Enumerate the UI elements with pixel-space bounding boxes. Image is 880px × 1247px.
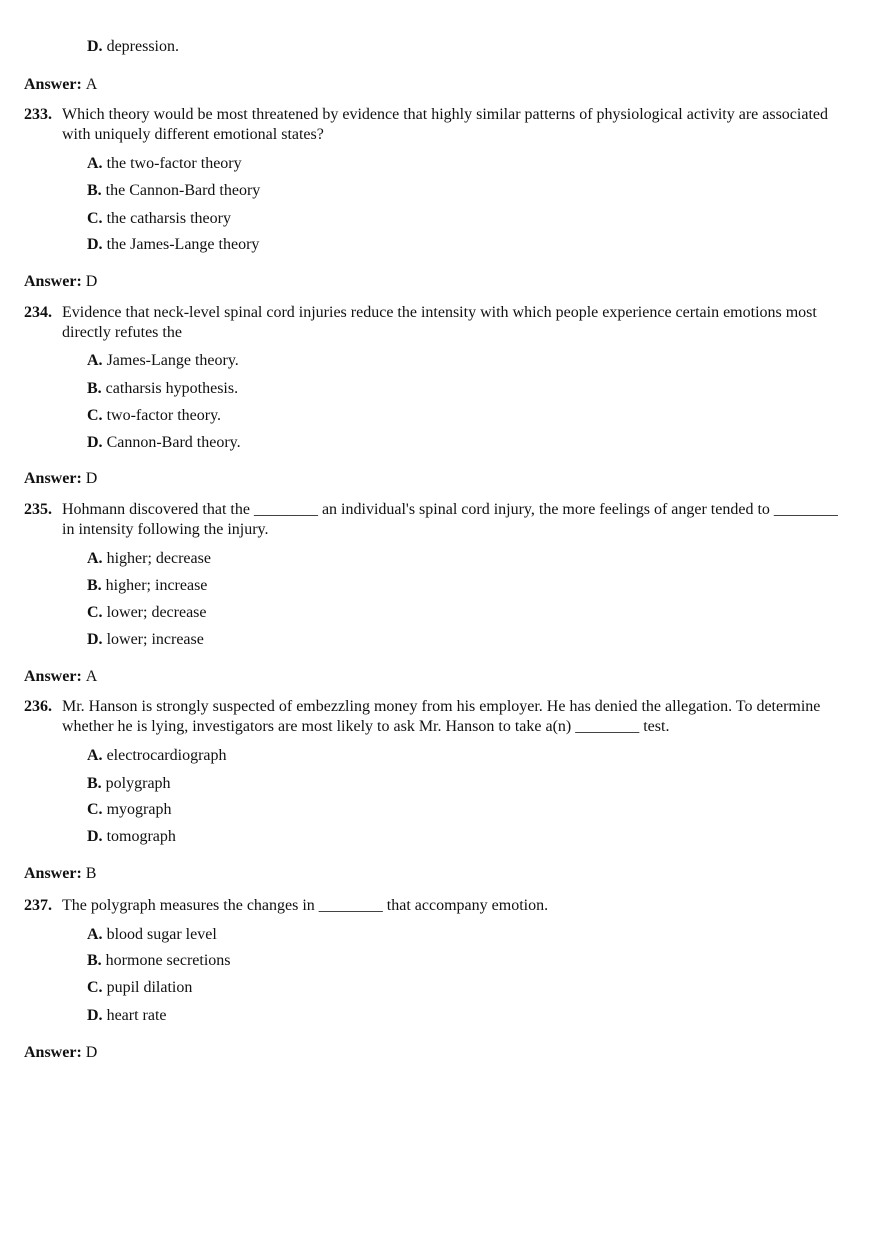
- option-letter: C.: [87, 210, 103, 227]
- option-d: [87, 433, 241, 453]
- option-letter: B.: [87, 380, 102, 397]
- question-number: 233.: [24, 106, 52, 123]
- answer-value: B: [85, 865, 97, 882]
- option-a: [87, 925, 217, 945]
- option-letter: A.: [87, 747, 103, 764]
- question-text: The polygraph measures the changes in ________ that accompany emotion.: [62, 897, 549, 914]
- answer-line: [24, 272, 97, 292]
- option-letter: A.: [87, 352, 103, 369]
- answer-line: [24, 75, 97, 95]
- question-233: [24, 105, 854, 145]
- option-d: [87, 630, 204, 650]
- option-text: the Cannon-Bard theory: [105, 182, 261, 199]
- option-letter: C.: [87, 407, 103, 424]
- option-letter: D.: [87, 828, 103, 845]
- question-235: [24, 500, 854, 540]
- option-text: catharsis hypothesis.: [105, 380, 239, 397]
- option-text: the catharsis theory: [106, 210, 231, 227]
- answer-line: [24, 864, 96, 884]
- option-letter: B.: [87, 952, 102, 969]
- option-text: myograph: [106, 801, 172, 818]
- answer-line: [24, 667, 97, 687]
- answer-line: [24, 1043, 97, 1063]
- answer-label: Answer:: [24, 470, 82, 487]
- question-number: 234.: [24, 304, 52, 321]
- option-letter: A.: [87, 155, 103, 172]
- option-letter: D.: [87, 236, 103, 253]
- option-letter: C.: [87, 801, 103, 818]
- option-text: polygraph: [105, 775, 171, 792]
- option-a: [87, 154, 242, 174]
- option-text: the two-factor theory: [106, 155, 242, 172]
- option-c: [87, 800, 171, 820]
- option-letter: D.: [87, 1007, 103, 1024]
- option-b: [87, 576, 207, 596]
- option-d: [87, 1006, 167, 1026]
- option-b: [87, 774, 171, 794]
- answer-label: Answer:: [24, 273, 82, 290]
- option-b: [87, 181, 260, 201]
- option-letter: A.: [87, 926, 103, 943]
- question-number: 236.: [24, 698, 52, 715]
- answer-line: [24, 469, 97, 489]
- option-b: [87, 951, 231, 971]
- answer-value: A: [85, 76, 98, 93]
- option-letter: B.: [87, 182, 102, 199]
- question-text: Evidence that neck-level spinal cord injuries reduce the intensity with which people experience certain emotions most directly refutes the: [62, 304, 817, 341]
- question-text: Mr. Hanson is strongly suspected of embezzling money from his employer. He has denied the allegation. To determine whether he is lying, investigators are most likely to ask Mr. Hanson to take a(n) ________ test.: [62, 698, 821, 735]
- option-text: James-Lange theory.: [106, 352, 239, 369]
- question-text: Hohmann discovered that the ________ an individual's spinal cord injury, the more feelings of anger tended to ________ in intensity following the injury.: [62, 501, 838, 538]
- option-c: [87, 978, 192, 998]
- answer-label: Answer:: [24, 865, 82, 882]
- option-text: pupil dilation: [106, 979, 193, 996]
- option-d: [87, 235, 259, 255]
- option-letter: C.: [87, 604, 103, 621]
- answer-value: D: [85, 1044, 98, 1061]
- answer-label: Answer:: [24, 1044, 82, 1061]
- answer-value: A: [85, 668, 98, 685]
- option-text: the James-Lange theory: [106, 236, 260, 253]
- option-text: higher; decrease: [106, 550, 211, 567]
- question-text: Which theory would be most threatened by evidence that highly similar patterns of physiological activity are associated with uniquely different emotional states?: [62, 106, 828, 143]
- option-a: [87, 549, 211, 569]
- option-text: heart rate: [106, 1007, 167, 1024]
- option-text: depression.: [106, 38, 179, 55]
- option-text: lower; decrease: [106, 604, 207, 621]
- answer-label: Answer:: [24, 76, 82, 93]
- option-c: [87, 406, 221, 426]
- option-text: two-factor theory.: [106, 407, 222, 424]
- option-text: electrocardiograph: [106, 747, 227, 764]
- option-a: [87, 746, 227, 766]
- option-letter: D.: [87, 434, 103, 451]
- option-c: [87, 209, 231, 229]
- question-number: 237.: [24, 897, 52, 914]
- option-text: higher; increase: [105, 577, 208, 594]
- option-letter: A.: [87, 550, 103, 567]
- option-text: lower; increase: [106, 631, 204, 648]
- question-237: [24, 896, 854, 916]
- option-d: [87, 37, 179, 57]
- question-234: [24, 303, 854, 343]
- answer-label: Answer:: [24, 668, 82, 685]
- option-text: Cannon-Bard theory.: [106, 434, 241, 451]
- option-a: [87, 351, 239, 371]
- answer-value: D: [85, 470, 98, 487]
- option-letter: B.: [87, 775, 102, 792]
- option-text: blood sugar level: [106, 926, 217, 943]
- option-b: [87, 379, 238, 399]
- option-text: hormone secretions: [105, 952, 231, 969]
- option-letter: D.: [87, 38, 103, 55]
- option-d: [87, 827, 176, 847]
- option-letter: C.: [87, 979, 103, 996]
- option-letter: B.: [87, 577, 102, 594]
- option-letter: D.: [87, 631, 103, 648]
- question-number: 235.: [24, 501, 52, 518]
- question-236: [24, 697, 854, 737]
- option-c: [87, 603, 207, 623]
- option-text: tomograph: [106, 828, 176, 845]
- answer-value: D: [85, 273, 98, 290]
